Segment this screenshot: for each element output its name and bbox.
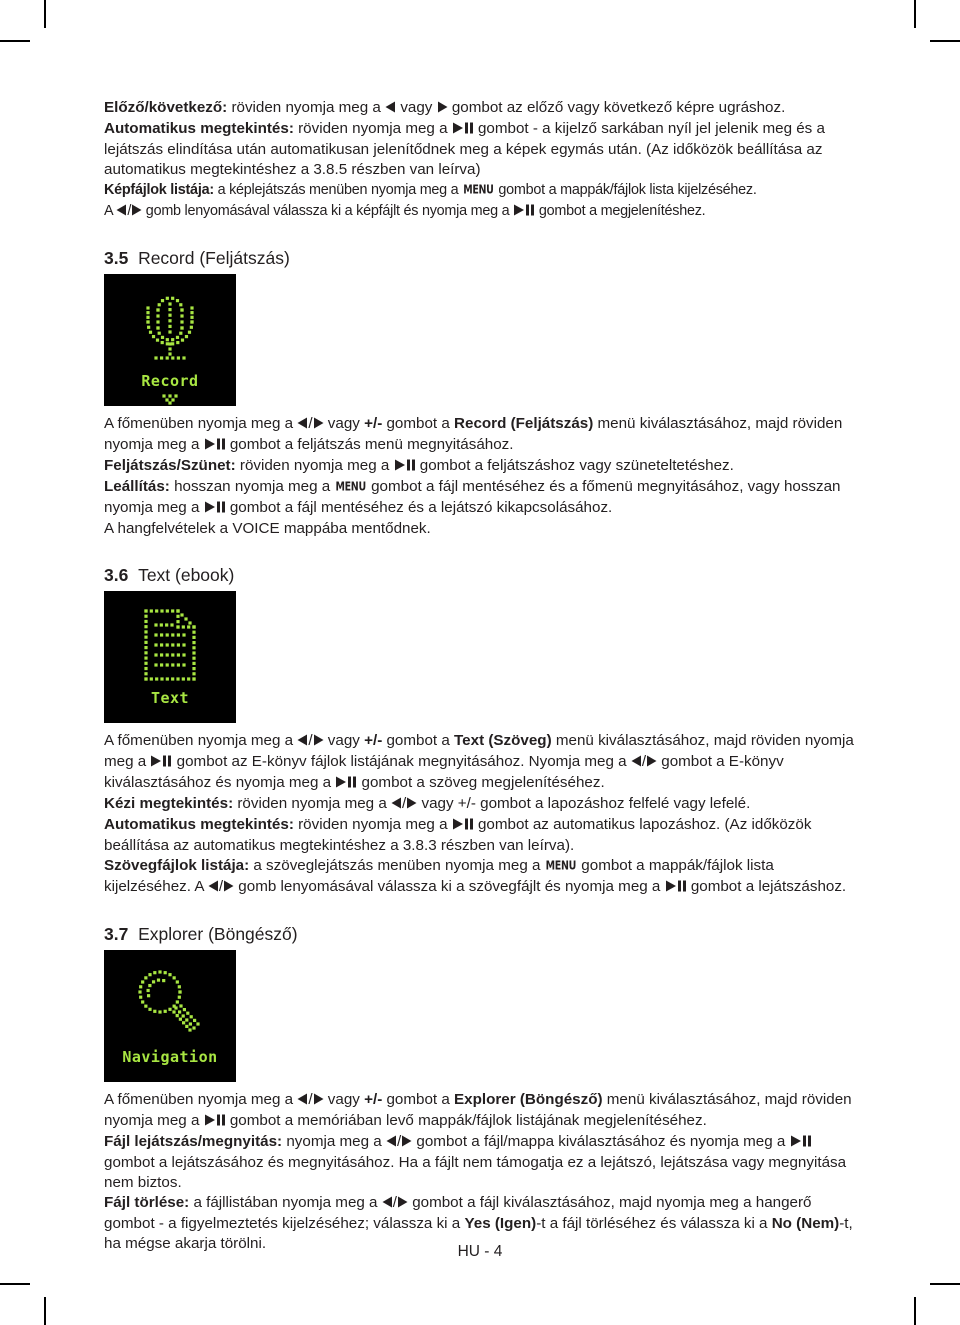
left-triangle-icon <box>386 1133 397 1153</box>
page-number: HU - 4 <box>457 1243 503 1260</box>
intro-auto-view: Automatikus megtekintés: röviden nyomja meg a gombot - a kijelző sarkában nyíl jel jelenik meg és a lejátszás elindítása után automatikusan jelenítődnek meg a képek egymás után. (Az időközök beállítása az automatikus megtekintéshez a 3.8.5 részben van leírva) <box>104 120 825 178</box>
crop-mark <box>914 1297 916 1325</box>
left-triangle-icon <box>297 732 308 752</box>
record-play-pause: Feljátszás/Szünet: röviden nyomja meg a gombot a feljátszáshoz vagy szüneteltetéshez. <box>104 456 864 477</box>
text-file-list: Szövegfájlok listája: a szöveglejátszás menüben nyomja meg a MENU gombot a mappák/fájlok lista kijelzéséhez. A / gomb lenyomásával válassza ki a szövegfájlt és nyomja meg a gombot a lejátszáshoz. <box>104 856 864 898</box>
left-triangle-icon <box>391 795 402 815</box>
play-pause-icon <box>513 202 535 222</box>
section-heading-text: 3.6 Text (ebook) <box>104 565 235 585</box>
right-triangle-icon <box>646 753 657 773</box>
text-select: A főmenüben nyomja meg a / vagy +/- gombot a Text (Szöveg) menü kiválasztásához, majd röviden nyomja meg a gombot az E-könyv fájlok listájának megnyitásához. Nyomja meg a / gombot a E-könyv kiválasztásához és nyomja meg a gombot a szöveg megjelenítéséhez. <box>104 731 864 794</box>
play-pause-icon <box>335 774 357 794</box>
right-triangle-icon <box>131 202 142 222</box>
crop-mark <box>0 40 30 42</box>
record-voice-folder: A hangfelvételek a VOICE mappába mentődnek. <box>104 520 431 537</box>
play-pause-icon <box>204 499 226 519</box>
explorer-screen-image <box>104 950 236 1082</box>
explorer-screen-label: Navigation <box>122 1048 218 1066</box>
section-heading-explorer: 3.7 Explorer (Böngésző) <box>104 924 298 944</box>
intro-select-image: A / gomb lenyomásával válassza ki a képfájlt és nyomja meg a gombot a megjelenítéshez. <box>104 201 864 222</box>
play-pause-icon <box>204 436 226 456</box>
manual-page <box>104 98 864 1254</box>
left-triangle-icon <box>208 878 219 898</box>
play-pause-icon <box>790 1133 812 1153</box>
play-pause-icon <box>204 1112 226 1132</box>
left-triangle-icon <box>385 99 396 119</box>
menu-button-icon: MENU <box>335 479 366 495</box>
right-triangle-icon <box>437 99 448 119</box>
record-screen-image <box>104 274 236 406</box>
crop-mark <box>0 1283 30 1285</box>
text-manual-view: Kézi megtekintés: röviden nyomja meg a / vagy +/- gombot a lapozáshoz felfelé vagy lefelé. <box>104 794 864 815</box>
menu-button-icon: MENU <box>545 858 577 874</box>
right-triangle-icon <box>397 1194 408 1214</box>
record-screen-label: Record <box>141 372 199 390</box>
right-triangle-icon <box>313 1091 324 1111</box>
crop-mark <box>44 1297 46 1325</box>
crop-mark <box>44 0 46 28</box>
text-screen-image <box>104 591 236 723</box>
right-triangle-icon <box>223 878 234 898</box>
left-triangle-icon <box>116 202 127 222</box>
intro-image-list: Képfájlok listája: a képlejátszás menüben nyomja meg a MENU gombot a mappák/fájlok lista kijelzéséhez. <box>104 180 864 201</box>
crop-mark <box>930 1283 960 1285</box>
section-heading-record: 3.5 Record (Feljátszás) <box>104 248 290 268</box>
play-pause-icon <box>452 120 474 140</box>
intro-prev-next: Előző/következő: röviden nyomja meg a vagy gombot az előző vagy következő képre ugráshoz. <box>104 98 864 119</box>
left-triangle-icon <box>631 753 642 773</box>
record-select: A főmenüben nyomja meg a / vagy +/- gombot a Record (Feljátszás) menü kiválasztásához, majd röviden nyomja meg a gombot a feljátszás menü megnyitásához. <box>104 414 864 456</box>
crop-mark <box>930 40 960 42</box>
play-pause-icon <box>394 457 416 477</box>
explorer-play-open: Fájl lejátszás/megnyitás: nyomja meg a / gombot a fájl/mappa kiválasztásához és nyomja meg a gombot a lejátszásához és megnyitásához. Ha a fájlt nem támogatja ez a lejátszó, lejátszása vagy megnyitása nem biztos. <box>104 1133 847 1191</box>
right-triangle-icon <box>406 795 417 815</box>
explorer-delete: Fájl törlése: a fájllistában nyomja meg a / gombot a fájl kiválasztásához, majd nyomja meg a hangerő gombot - a figyelmeztetés kijelzéséhez; válassza ki a Yes (Igen)-t a fájl törléséhez és válassza ki a No (Nem)-t, ha mégse akarja törölni. <box>104 1194 853 1252</box>
right-triangle-icon <box>401 1133 412 1153</box>
explorer-select: A főmenüben nyomja meg a / vagy +/- gombot a Explorer (Böngésző) menü kiválasztásához, majd röviden nyomja meg a gombot a memóriában levő mappák/fájlok listájának megjelenítéséhez. <box>104 1090 864 1132</box>
menu-button-icon: MENU <box>463 182 494 198</box>
play-pause-icon <box>452 816 474 836</box>
left-triangle-icon <box>297 1091 308 1111</box>
left-triangle-icon <box>297 415 308 435</box>
play-pause-icon <box>665 878 687 898</box>
crop-mark <box>914 0 916 28</box>
text-auto-view: Automatikus megtekintés: röviden nyomja meg a gombot az automatikus lapozáshoz. (Az időközök beállítása az automatikus megtekintéshez a 3.8.3 részben van leírva). <box>104 816 812 854</box>
text-screen-label: Text <box>150 689 190 707</box>
record-stop: Leállítás: hosszan nyomja meg a MENU gombot a fájl mentéséhez és a főmenü megnyitásához, vagy hosszan nyomja meg a gombot a fájl mentéséhez és a lejátszó kikapcsolásához. <box>104 477 864 519</box>
right-triangle-icon <box>313 415 324 435</box>
left-triangle-icon <box>382 1194 393 1214</box>
right-triangle-icon <box>313 732 324 752</box>
play-pause-icon <box>150 753 172 773</box>
